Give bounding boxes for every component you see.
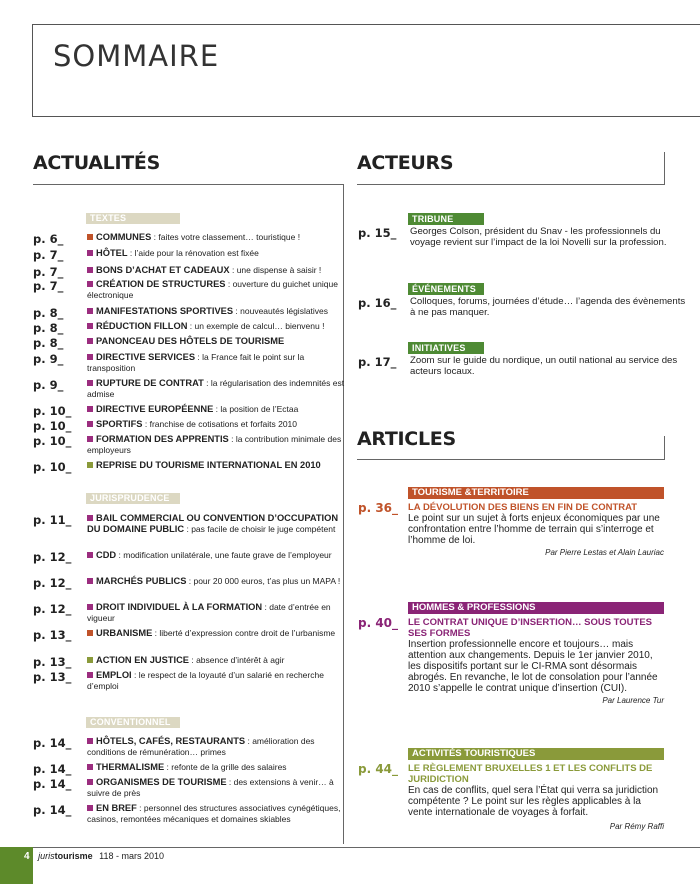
entry-title: CDD — [96, 550, 117, 560]
footer — [0, 847, 700, 884]
page-number: p. 10_ — [33, 419, 72, 433]
bullet-square-icon — [87, 436, 93, 442]
page-number: p. 7_ — [33, 248, 64, 262]
section-label: CONVENTIONNEL — [86, 717, 180, 728]
entry-text — [87, 736, 347, 758]
entry-description: : absence d’intérêt à agir — [188, 655, 285, 665]
entry-text — [87, 434, 347, 456]
article-page-number: p. 36_ — [358, 501, 399, 515]
entry-description: : une dispense à saisir ! — [229, 265, 322, 275]
entry-text — [87, 762, 347, 773]
entry-title: ACTION EN JUSTICE — [96, 655, 189, 665]
entry-title: SPORTIFS — [96, 419, 143, 429]
entry-text — [87, 232, 347, 243]
entry-title: MARCHÉS PUBLICS — [96, 576, 187, 586]
entry-title: BAIL COMMERCIAL OU CONVENTION D’OCCUPATION DU DOMAINE PUBLIC — [87, 513, 339, 534]
entry-text — [87, 306, 347, 317]
entry-description: : le respect de la loyauté d’un salarié en recherche d’emploi — [87, 670, 324, 691]
entry-description: : franchise de cotisations et forfaits 2010 — [142, 419, 298, 429]
page-number: p. 7_ — [33, 265, 64, 279]
page-number: p. 9_ — [33, 352, 64, 366]
entry-text — [87, 404, 347, 415]
entry-text — [87, 378, 347, 400]
entry-text — [87, 265, 347, 276]
page-number: p. 8_ — [33, 336, 64, 350]
entry-title: THERMALISME — [96, 762, 165, 772]
entry-description: : des extensions à venir… à suivre de près — [87, 777, 334, 798]
entry-title: ORGANISMES DE TOURISME — [96, 777, 227, 787]
bullet-square-icon — [87, 354, 93, 360]
acteurs-label: ÉVÉNEMENTS — [408, 283, 484, 295]
bullet-square-icon — [87, 779, 93, 785]
page-number: p. 14_ — [33, 777, 72, 791]
page-number: p. 12_ — [33, 602, 72, 616]
bullet-square-icon — [87, 738, 93, 744]
bullet-square-icon — [87, 308, 93, 314]
entry-description: : liberté d’expression contre droit de l’urbanisme — [152, 628, 336, 638]
page-number: p. 13_ — [33, 628, 72, 642]
entry-description: : refonte de la grille des salaires — [164, 762, 287, 772]
bullet-square-icon — [87, 630, 93, 636]
entry-text — [87, 628, 347, 639]
bullet-square-icon — [87, 380, 93, 386]
article-page-number: p. 40_ — [358, 616, 399, 630]
entry-text — [87, 460, 347, 471]
article-title[interactable]: LE RÈGLEMENT BRUXELLES 1 ET LES CONFLITS DE JURIDICTION — [408, 763, 653, 785]
entry-description: : la contribution minimale des employeurs — [87, 434, 342, 455]
article-category-bar: TOURISME &TERRITOIRE — [408, 487, 664, 499]
entry-title: DIRECTIVE EUROPÉENNE — [96, 404, 214, 414]
page-number: p. 8_ — [33, 306, 64, 320]
bullet-square-icon — [87, 234, 93, 240]
entry-text — [87, 248, 347, 259]
entry-text — [87, 803, 347, 825]
divider — [33, 184, 344, 185]
entry-title: EMPLOI — [96, 670, 132, 680]
bullet-square-icon — [87, 552, 93, 558]
bullet-square-icon — [87, 338, 93, 344]
entry-title: DIRECTIVE SERVICES — [96, 352, 196, 362]
entry-text — [87, 321, 347, 332]
entry-text — [87, 279, 347, 301]
bullet-square-icon — [87, 250, 93, 256]
entry-description: : pas facile de choisir le juge compétent — [184, 524, 336, 534]
page-number: p. 13_ — [33, 670, 72, 684]
acteurs-heading: ACTEURS — [357, 152, 454, 174]
bullet-square-icon — [87, 406, 93, 412]
acteurs-label: INITIATIVES — [408, 342, 484, 354]
page-number: p. 8_ — [33, 321, 64, 335]
entry-description: : amélioration des conditions de rémunération… primes — [87, 736, 315, 757]
article-author: Par Rémy Raffi — [609, 822, 664, 831]
section-label: JURISPRUDENCE — [86, 493, 180, 504]
entry-title: RÉDUCTION FILLON — [96, 321, 188, 331]
entry-title: URBANISME — [96, 628, 153, 638]
actualites-heading: ACTUALITÉS — [33, 152, 160, 174]
entry-title: FORMATION DES APPRENTIS — [96, 434, 229, 444]
page-number: p. 10_ — [33, 460, 72, 474]
bullet-square-icon — [87, 764, 93, 770]
entry-title: MANIFESTATIONS SPORTIVES — [96, 306, 234, 316]
entry-text — [87, 336, 347, 347]
acteurs-text: Zoom sur le guide du nordique, un outil national au service des acteurs locaux. — [410, 355, 678, 377]
entry-description: : l’aide pour la rénovation est fixée — [127, 248, 259, 258]
entry-title: HÔTELS, CAFÉS, RESTAURANTS — [96, 736, 246, 746]
page-number: p. 14_ — [33, 803, 72, 817]
page-number: p. 13_ — [33, 655, 72, 669]
page-number: p. 10_ — [33, 434, 72, 448]
article-summary: Le point sur un sujet à forts enjeux économiques par une confrontation entre l’homme de terrain qui s’interroge et l’homme de loi. — [408, 513, 660, 546]
divider — [664, 152, 665, 185]
page-number: p. 17_ — [358, 355, 397, 369]
bullet-square-icon — [87, 323, 93, 329]
entry-text — [87, 513, 347, 535]
entry-title: BONS D’ACHAT ET CADEAUX — [96, 265, 230, 275]
bullet-square-icon — [87, 267, 93, 273]
entry-text — [87, 550, 347, 561]
entry-description: : la France fait le point sur la transposition — [87, 352, 305, 373]
footer-text — [24, 851, 164, 862]
entry-title: DROIT INDIVIDUEL À LA FORMATION — [96, 602, 263, 612]
bullet-square-icon — [87, 421, 93, 427]
entry-title: COMMUNES — [96, 232, 152, 242]
page-number: p. 14_ — [33, 762, 72, 776]
page-number: p. 6_ — [33, 232, 64, 246]
article-title[interactable]: LE CONTRAT UNIQUE D’INSERTION… SOUS TOUTES SES FORMES — [408, 617, 653, 639]
article-category-bar: ACTIVITÉS TOURISTIQUES — [408, 748, 664, 760]
entry-description: : ouverture du guichet unique électronique — [87, 279, 338, 300]
section-label: TEXTES — [86, 213, 180, 224]
article-page-number: p. 44_ — [358, 762, 399, 776]
footer-issue: 118 - mars 2010 — [99, 851, 164, 861]
entry-description: : nouveautés législatives — [233, 306, 329, 316]
page-number: p. 14_ — [33, 736, 72, 750]
page-number: p. 9_ — [33, 378, 64, 392]
article-author: Par Pierre Lestas et Alain Lauriac — [545, 548, 664, 557]
entry-title: PANONCEAU DES HÔTELS DE TOURISME — [96, 336, 285, 346]
page-number: p. 12_ — [33, 550, 72, 564]
divider — [664, 436, 665, 460]
entry-description: : la position de l’Ectaa — [213, 404, 299, 414]
bullet-square-icon — [87, 672, 93, 678]
entry-text — [87, 655, 347, 666]
bullet-square-icon — [87, 462, 93, 468]
footer-page-number: 4 — [24, 851, 30, 862]
entry-text — [87, 576, 347, 587]
entry-title: REPRISE DU TOURISME INTERNATIONAL EN 2010 — [96, 460, 321, 470]
entry-description: : pour 20 000 euros, t’as plus un MAPA ! — [186, 576, 341, 586]
footer-brand-italic: juris — [38, 851, 55, 861]
acteurs-text: Georges Colson, président du Snav - les professionnels du voyage revient sur l’impact de la loi Novelli sur la profession. — [410, 226, 667, 248]
entry-text — [87, 670, 347, 692]
divider — [357, 184, 664, 185]
article-title[interactable]: LA DÉVOLUTION DES BIENS EN FIN DE CONTRAT — [408, 502, 638, 513]
entry-description: : faites votre classement… touristique ! — [151, 232, 301, 242]
entry-title: RUPTURE DE CONTRAT — [96, 378, 204, 388]
bullet-square-icon — [87, 578, 93, 584]
entry-title: CRÉATION DE STRUCTURES — [96, 279, 226, 289]
entry-description: : modification unilatérale, une faute grave de l’employeur — [116, 550, 332, 560]
acteurs-label: TRIBUNE — [408, 213, 484, 225]
bullet-square-icon — [87, 604, 93, 610]
page-number: p. 11_ — [33, 513, 72, 527]
page-number: p. 15_ — [358, 226, 397, 240]
entry-description: : date d’entrée en vigueur — [87, 602, 331, 623]
article-author: Par Laurence Tur — [602, 696, 664, 705]
entry-text — [87, 352, 347, 374]
page-number: p. 10_ — [33, 404, 72, 418]
entry-description: : un exemple de calcul… bienvenu ! — [187, 321, 325, 331]
entry-text — [87, 777, 347, 799]
page-title: SOMMAIRE — [53, 39, 220, 73]
page-number: p. 12_ — [33, 576, 72, 590]
article-summary: En cas de conflits, quel sera l’État qui verra sa juridiction compétente ? Le point sur les règles applicables à la vente internationale de voyages à forfait. — [408, 785, 659, 818]
entry-text — [87, 602, 347, 624]
entry-text — [87, 419, 347, 430]
article-category-bar: HOMMES & PROFESSIONS — [408, 602, 664, 614]
page-number: p. 16_ — [358, 296, 397, 310]
articles-heading: ARTICLES — [357, 428, 456, 450]
entry-title: HÔTEL — [96, 248, 128, 258]
entry-description: : la régularisation des indemnités est admise — [87, 378, 345, 399]
entry-title: EN BREF — [96, 803, 137, 813]
page-number: p. 7_ — [33, 279, 64, 293]
divider — [357, 459, 664, 460]
bullet-square-icon — [87, 657, 93, 663]
title-box — [32, 24, 700, 117]
bullet-square-icon — [87, 281, 93, 287]
bullet-square-icon — [87, 805, 93, 811]
entry-description: : personnel des structures associatives cynégétiques, casinos, remontées mécaniques et domaines skiables — [87, 803, 341, 824]
bullet-square-icon — [87, 515, 93, 521]
footer-brand-bold: tourisme — [54, 851, 93, 861]
footer-rule — [33, 847, 700, 848]
acteurs-text: Colloques, forums, journées d’étude… l’agenda des évènements à ne pas manquer. — [410, 296, 686, 318]
article-summary: Insertion professionnelle encore et toujours… mais attention aux changements. Depuis le 1er janvier 2010, les dispositifs portant sur le CI-RMA sont désormais abrogés. En revanche, le lot de consolation pour l’année 2010 s’appelle le contrat unique d’insertion (CUI). — [408, 639, 658, 694]
